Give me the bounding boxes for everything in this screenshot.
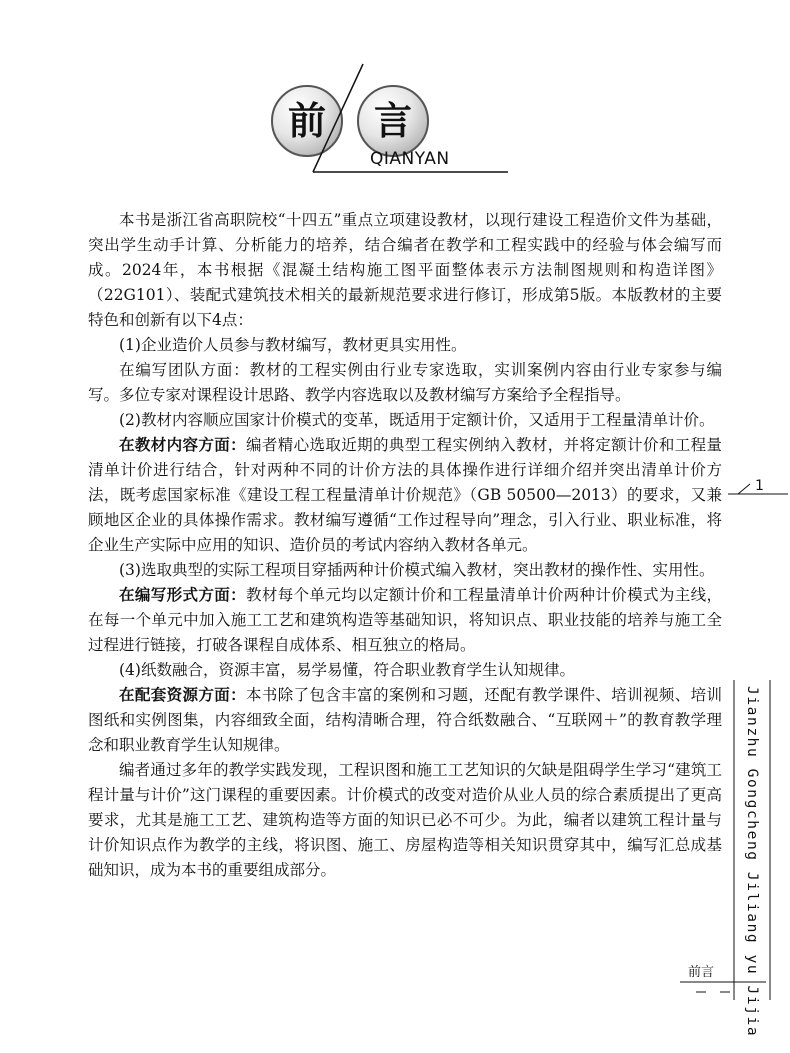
title-char-2: 言	[373, 98, 412, 143]
footer-section-label: 前言	[688, 965, 715, 980]
paragraph-content: 在教材内容方面：编者精心选取近期的典型工程实例纳入教材，并将定额计价和工程量清单计价进行结合，针对两种不同的计价方法的具体操作进行详细介绍并突出清单计价方法，既考虑国家标准《建设工程工程量清单计价规范》（GB 50500—2013）的要求，又兼顾地区企业的具体操作需求。教材编写遵循“工作过程导向”理念，引入行业、职业标准，将企业生产实际中应用的知识、造价员的考试内容纳入教材各单元。	[88, 436, 722, 554]
book-title-pinyin: Jianzhu Gongcheng Jiliang yu Jijia	[744, 686, 760, 1038]
title-char-1: 前	[287, 98, 326, 143]
paragraph-point-3: (3)选取典型的实际工程项目穿插两种计价模式编入教材，突出教材的操作性、实用性。	[119, 561, 715, 579]
page-number: 1	[755, 478, 764, 494]
paragraph-point-4: (4)纸数融合，资源丰富，易学易懂，符合职业教育学生认知规律。	[119, 661, 575, 679]
paragraph-point-2: (2)教材内容顺应国家计价模式的变革，既适用于定额计价，又适用于工程量清单计价。	[119, 411, 715, 429]
bold-lead-resources: 在配套资源方面：	[119, 686, 247, 704]
paragraph-point-1: (1)企业造价人员参与教材编写，教材更具实用性。	[119, 336, 467, 354]
bold-lead-form: 在编写形式方面：	[119, 586, 247, 604]
paragraph-closing: 编者通过多年的教学实践发现，工程识图和施工工艺知识的欠缺是阻碍学生学习“建筑工程计量与计价”这门课程的重要因素。计价模式的改变对造价从业人员的综合素质提出了更高要求，尤其是施工工艺、建筑构造等方面的知识已必不可少。为此，编者以建筑工程计量与计价知识点作为教学的主线，将识图、施工、房屋构造等相关知识贯穿其中，编写汇总成基础知识，成为本书的重要组成部分。	[88, 761, 722, 879]
bold-lead-content: 在教材内容方面：	[119, 436, 247, 454]
paragraph-team: 在编写团队方面：教材的工程实例由行业专家选取，实训案例内容由行业专家参与编写。多位专家对课程设计思路、教学内容选取以及教材编写方案给予全程指导。	[88, 361, 722, 404]
paragraph-form: 在编写形式方面：教材每个单元均以定额计价和工程量清单计价两种计价模式为主线，在每一个单元中加入施工工艺和建筑构造等基础知识，将知识点、职业技能的培养与施工全过程进行链接，打破各课程自成体系、相互独立的格局。	[88, 586, 722, 654]
pinyin-title: QIANYAN	[370, 149, 450, 169]
paragraph-intro: 本书是浙江省高职院校“十四五”重点立项建设教材，以现行建设工程造价文件为基础，突出学生动手计算、分析能力的培养，结合编者在教学和工程实践中的经验与体会编写而成。2024年，本书根据《混凝土结构施工图平面整体表示方法制图规则和构造详图》（22G101）、装配式建筑技术相关的最新规范要求进行修订，形成第5版。本版教材的主要特色和创新有以下4点：	[88, 211, 722, 329]
paragraph-resources: 在配套资源方面：本书除了包含丰富的案例和习题，还配有教学课件、培训视频、培训图纸和实例图集，内容细致全面，结构清晰合理，符合纸数融合、“互联网＋”的教育教学理念和职业教育学生认知规律。	[88, 686, 722, 754]
